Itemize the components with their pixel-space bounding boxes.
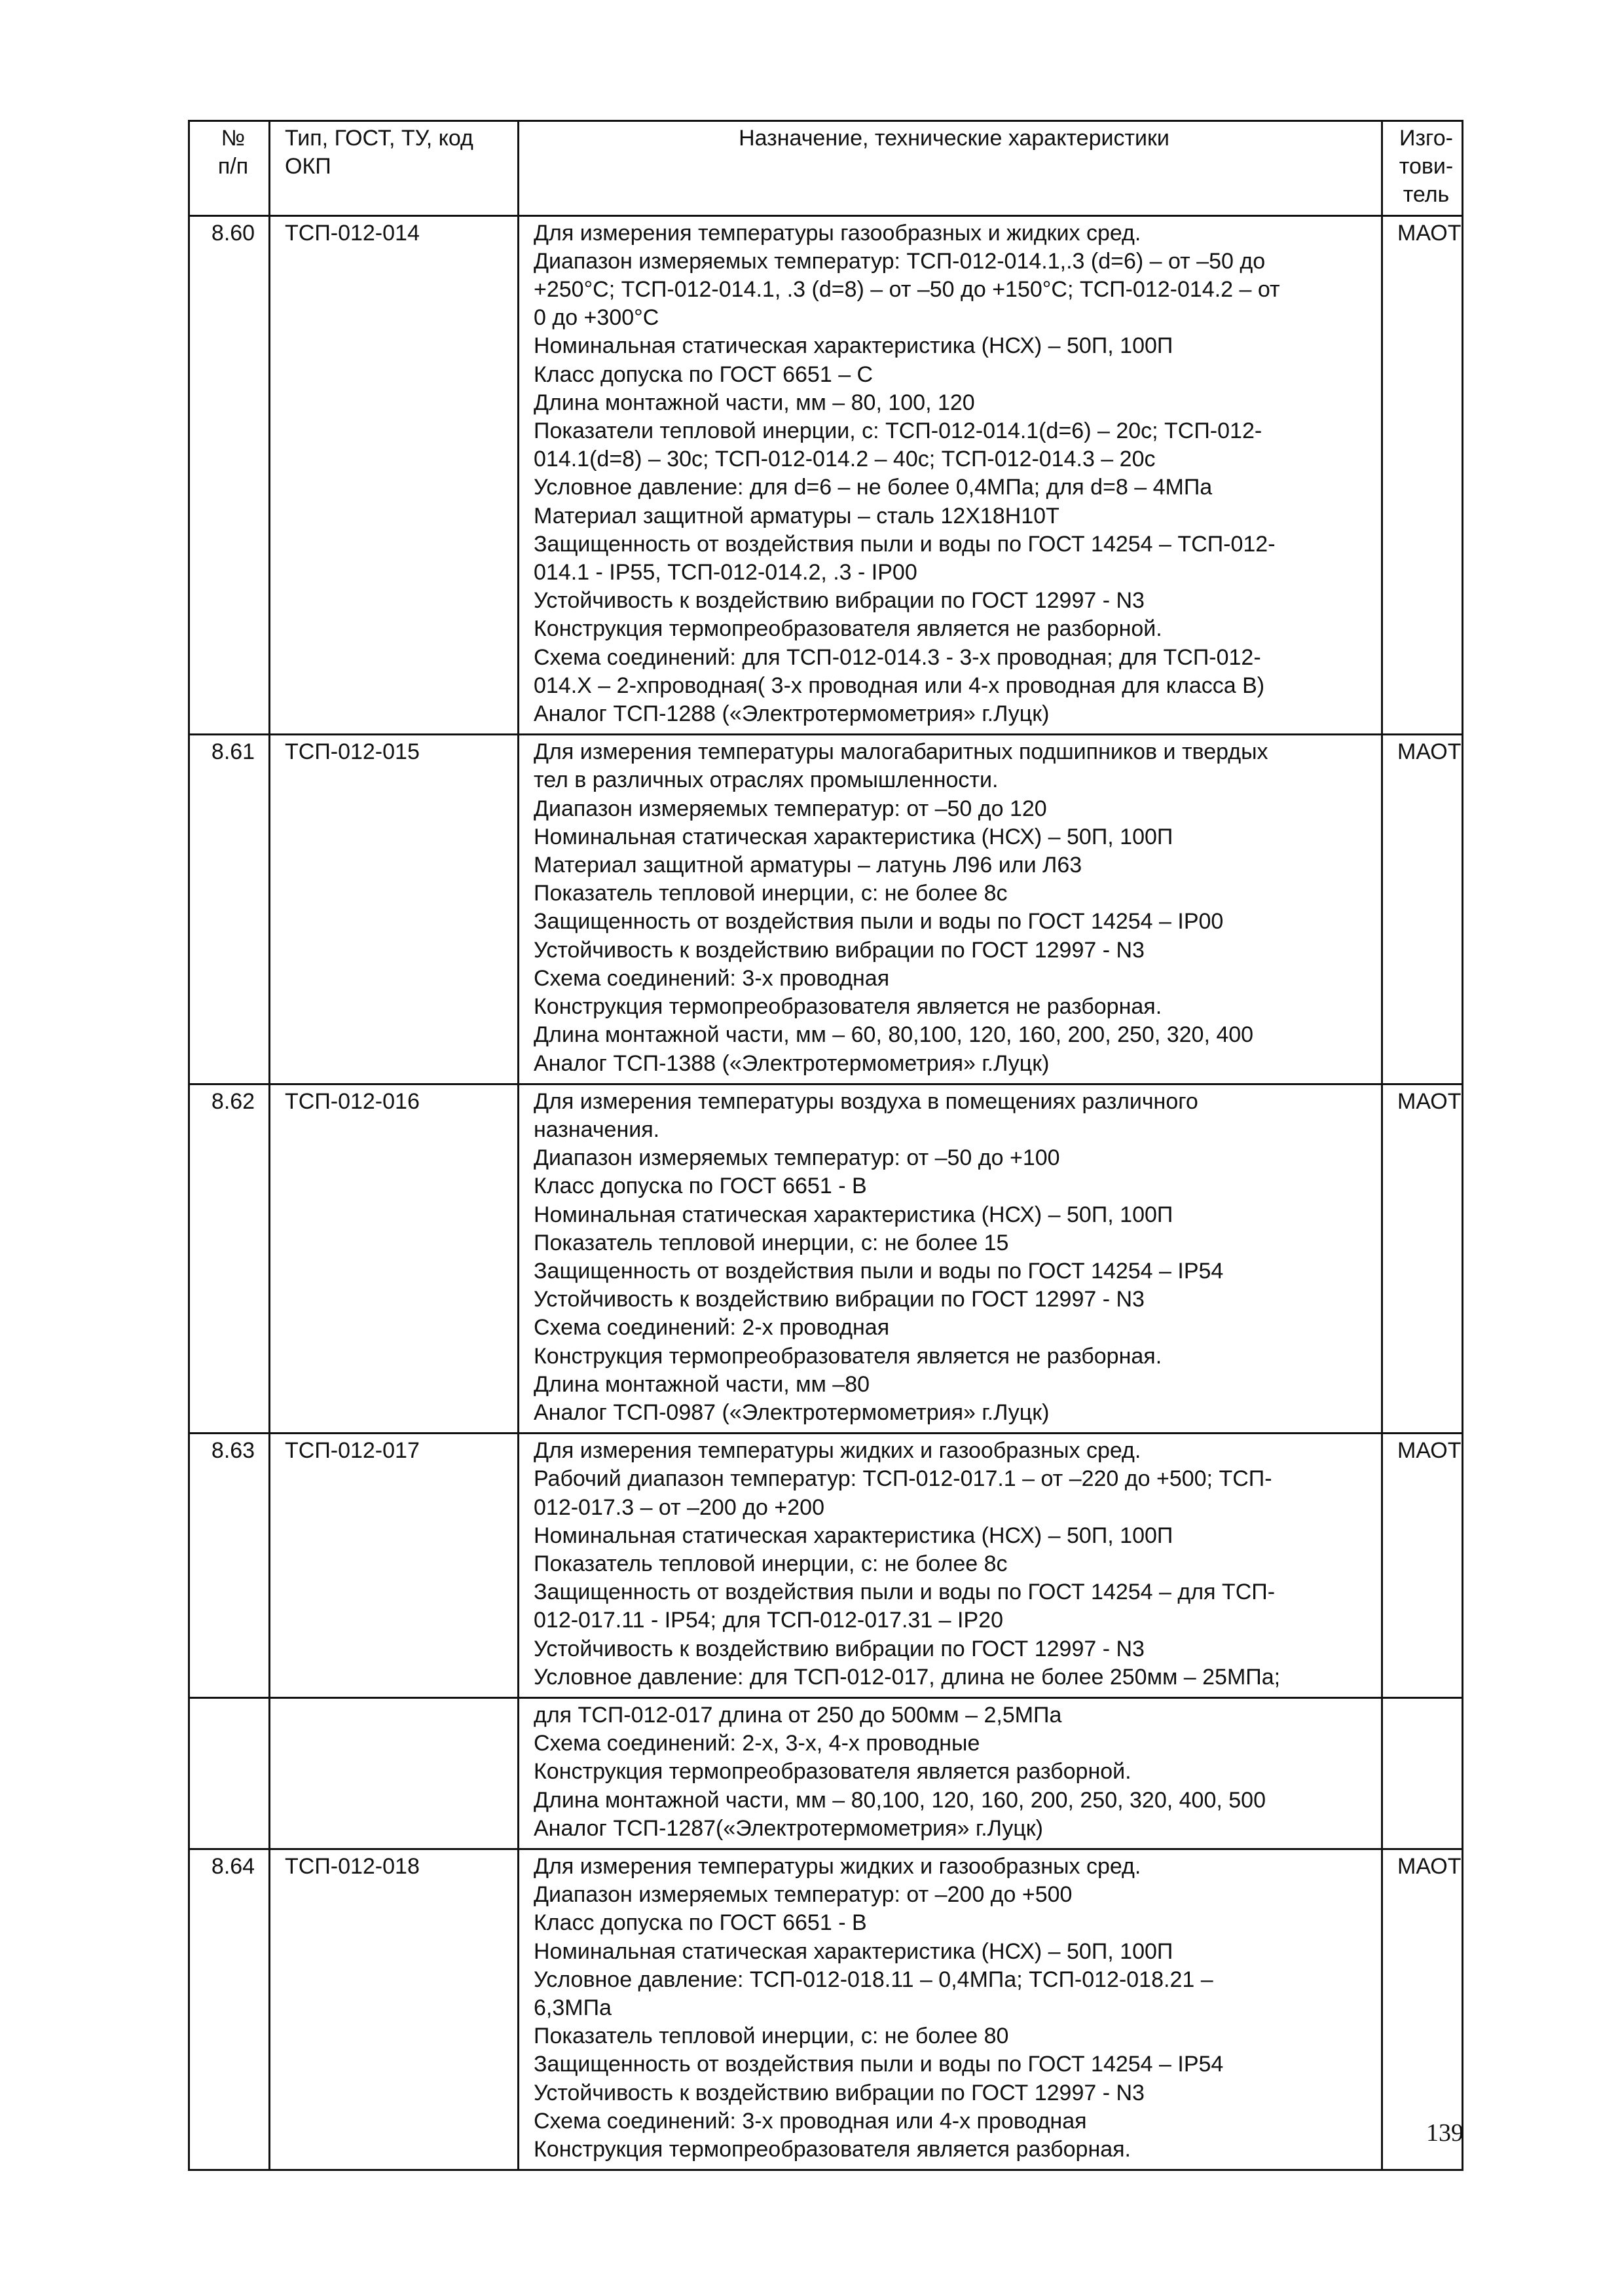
row-number: 8.62 [189,1084,270,1433]
description-line: Класс допуска по ГОСТ 6651 – С [534,361,874,387]
row-type-code: ТСП-012-014 [270,215,519,735]
table-row [189,1434,1463,1698]
row-number: 8.63 [189,1434,270,1698]
table-row [189,1084,1463,1433]
description-line: Диапазон измеряемых температур: от –50 до +100 [534,1145,1060,1171]
description-line: тел в различных отраслях промышленности. [534,768,999,793]
description-line: Конструкция термопреобразователя является не разборная. [534,1343,1162,1369]
row-description [519,1084,1382,1433]
description-line: Номинальная статическая характеристика (НСХ) – 50П, 100П [534,824,1173,849]
description-line: Аналог ТСП-1388 («Электротермометрия» г.Луцк) [534,1050,1050,1076]
header-description: Назначение, технические характеристики [519,121,1382,216]
table-row [189,215,1463,735]
description-line: Номинальная статическая характеристика (НСХ) – 50П, 100П [534,1938,1173,1964]
description-line: 012-017.11 - IP54; для ТСП-012-017.31 – IP20 [534,1608,1003,1633]
description-line: Устойчивость к воздействию вибрации по ГОСТ 12997 - N3 [534,937,1145,963]
description-line: Номинальная статическая характеристика (НСХ) – 50П, 100П [534,1202,1173,1227]
row-type-code: ТСП-012-018 [270,1849,519,2170]
description-line: Аналог ТСП-0987 («Электротермометрия» г.Луцк) [534,1399,1050,1425]
row-description [519,215,1382,735]
description-line: 014.1 - IP55, ТСП-012-014.2, .3 - IP00 [534,560,917,585]
description-line: Устойчивость к воздействию вибрации по ГОСТ 12997 - N3 [534,588,1145,614]
description-line: Показатель тепловой инерции, с: не более 8с [534,881,1008,906]
row-type-code: ТСП-012-015 [270,735,519,1084]
description-line: Номинальная статическая характеристика (НСХ) – 50П, 100П [534,1523,1173,1548]
description-line: Защищенность от воздействия пыли и воды по ГОСТ 14254 – для ТСП- [534,1580,1276,1605]
row-description [519,1434,1382,1698]
row-number [189,1697,270,1849]
table-row [189,735,1463,1084]
description-line: Устойчивость к воздействию вибрации по ГОСТ 12997 - N3 [534,2080,1145,2105]
description-line: 0 до +300°С [534,305,659,331]
header-type: Тип, ГОСТ, ТУ, код ОКП [270,121,519,216]
description-line: Класс допуска по ГОСТ 6651 - В [534,1910,867,1936]
table-header-row [189,121,1463,216]
description-line: Аналог ТСП-1288 («Электротермометрия» г.Луцк) [534,701,1050,727]
description-line: Условное давление: для d=6 – не более 0,4МПа; для d=8 – 4МПа [534,475,1213,500]
description-line: Условное давление: ТСП-012-018.11 – 0,4МПа; ТСП-012-018.21 – [534,1967,1213,1992]
row-description [519,735,1382,1084]
page-number: 139 [1426,2119,1463,2147]
description-line: Для измерения температуры жидких и газообразных сред. [534,1853,1141,1879]
description-line: Диапазон измеряемых температур: от –50 до 120 [534,796,1047,821]
description-line: назначения. [534,1117,660,1142]
table-body [189,215,1463,2170]
description-line: 012-017.3 – от –200 до +200 [534,1494,824,1520]
row-type-code: ТСП-012-016 [270,1084,519,1433]
description-line: Для измерения температуры жидких и газообразных сред. [534,1438,1141,1464]
row-manufacturer: МАОТ [1382,1434,1463,1698]
description-line: Аналог ТСП-1287(«Электротермометрия» г.Луцк) [534,1815,1043,1841]
description-line: Класс допуска по ГОСТ 6651 - В [534,1174,867,1199]
description-line: Схема соединений: 3-х проводная [534,965,890,991]
description-line: Длина монтажной части, мм – 60, 80,100, 120, 160, 200, 250, 320, 400 [534,1022,1254,1048]
description-line: Конструкция термопреобразователя является не разборной. [534,616,1162,642]
description-line: Номинальная статическая характеристика (НСХ) – 50П, 100П [534,333,1173,359]
row-description [519,1849,1382,2170]
description-line: Длина монтажной части, мм – 80,100, 120, 160, 200, 250, 320, 400, 500 [534,1787,1266,1813]
row-number: 8.60 [189,215,270,735]
description-line: Защищенность от воздействия пыли и воды по ГОСТ 14254 – IP54 [534,1258,1224,1284]
row-type-code: ТСП-012-017 [270,1434,519,1698]
description-line: Для измерения температуры газообразных и жидких сред. [534,220,1141,246]
description-line: Рабочий диапазон температур: ТСП-012-017.1 – от –220 до +500; ТСП- [534,1466,1272,1492]
description-line: Схема соединений: для ТСП-012-014.3 - 3-х проводная; для ТСП-012- [534,644,1261,670]
row-manufacturer [1382,1697,1463,1849]
description-line: Схема соединений: 3-х проводная или 4-х проводная [534,2108,1087,2134]
description-line: Показатель тепловой инерции, с: не более 8с [534,1551,1008,1576]
description-line: Условное давление: для ТСП-012-017, длина не более 250мм – 25МПа; [534,1664,1281,1690]
description-line: Материал защитной арматуры – сталь 12Х18Н10Т [534,503,1059,528]
description-line: Схема соединений: 2-х, 3-х, 4-х проводные [534,1731,980,1756]
description-line: +250°С; ТСП-012-014.1, .3 (d=8) – от –50 до +150°С; ТСП-012-014.2 – от [534,277,1280,303]
description-line: Диапазон измеряемых температур: от –200 до +500 [534,1882,1073,1908]
header-manufacturer: Изго- тови- тель [1382,121,1463,216]
description-line: для ТСП-012-017 длина от 250 до 500мм – 2,5МПа [534,1702,1062,1728]
row-manufacturer: МАОТ [1382,1084,1463,1433]
description-line: Схема соединений: 2-х проводная [534,1315,890,1341]
description-line: Устойчивость к воздействию вибрации по ГОСТ 12997 - N3 [534,1636,1145,1661]
row-type-code [270,1697,519,1849]
description-line: 014.1(d=8) – 30с; ТСП-012-014.2 – 40с; ТСП-012-014.3 – 20с [534,447,1156,472]
description-line: Защищенность от воздействия пыли и воды по ГОСТ 14254 – IP00 [534,909,1224,935]
description-line: 6,3МПа [534,1995,612,2020]
table-row [189,1697,1463,1849]
description-line: Длина монтажной части, мм – 80, 100, 120 [534,390,975,415]
row-number: 8.61 [189,735,270,1084]
description-line: Конструкция термопреобразователя является разборной. [534,1759,1132,1785]
row-manufacturer: МАОТ [1382,215,1463,735]
description-line: Защищенность от воздействия пыли и воды по ГОСТ 14254 – ТСП-012- [534,531,1276,557]
description-line: Защищенность от воздействия пыли и воды по ГОСТ 14254 – IP54 [534,2052,1224,2077]
description-line: Длина монтажной части, мм –80 [534,1371,870,1397]
table-row [189,1849,1463,2170]
row-number: 8.64 [189,1849,270,2170]
row-manufacturer: МАОТ [1382,1849,1463,2170]
description-line: Для измерения температуры воздуха в помещениях различного [534,1088,1198,1114]
description-line: Показатель тепловой инерции, с: не более 80 [534,2024,1009,2049]
description-line: Диапазон измеряемых температур: ТСП-012-014.1,.3 (d=6) – от –50 до [534,248,1266,274]
description-line: Показатели тепловой инерции, с: ТСП-012-014.1(d=6) – 20с; ТСП-012- [534,418,1262,444]
specification-table [188,120,1463,2171]
row-description [519,1697,1382,1849]
description-line: 014.Х – 2-хпроводная( 3-х проводная или 4-х проводная для класса В) [534,673,1265,698]
header-number: № п/п [189,121,270,216]
description-line: Показатель тепловой инерции, с: не более 15 [534,1230,1009,1255]
row-manufacturer: МАОТ [1382,735,1463,1084]
description-line: Устойчивость к воздействию вибрации по ГОСТ 12997 - N3 [534,1287,1145,1312]
description-line: Конструкция термопреобразователя является не разборная. [534,994,1162,1020]
description-line: Материал защитной арматуры – латунь Л96 или Л63 [534,853,1082,878]
description-line: Конструкция термопреобразователя является разборная. [534,2137,1132,2162]
description-line: Для измерения температуры малогабаритных подшипников и твердых [534,739,1268,765]
